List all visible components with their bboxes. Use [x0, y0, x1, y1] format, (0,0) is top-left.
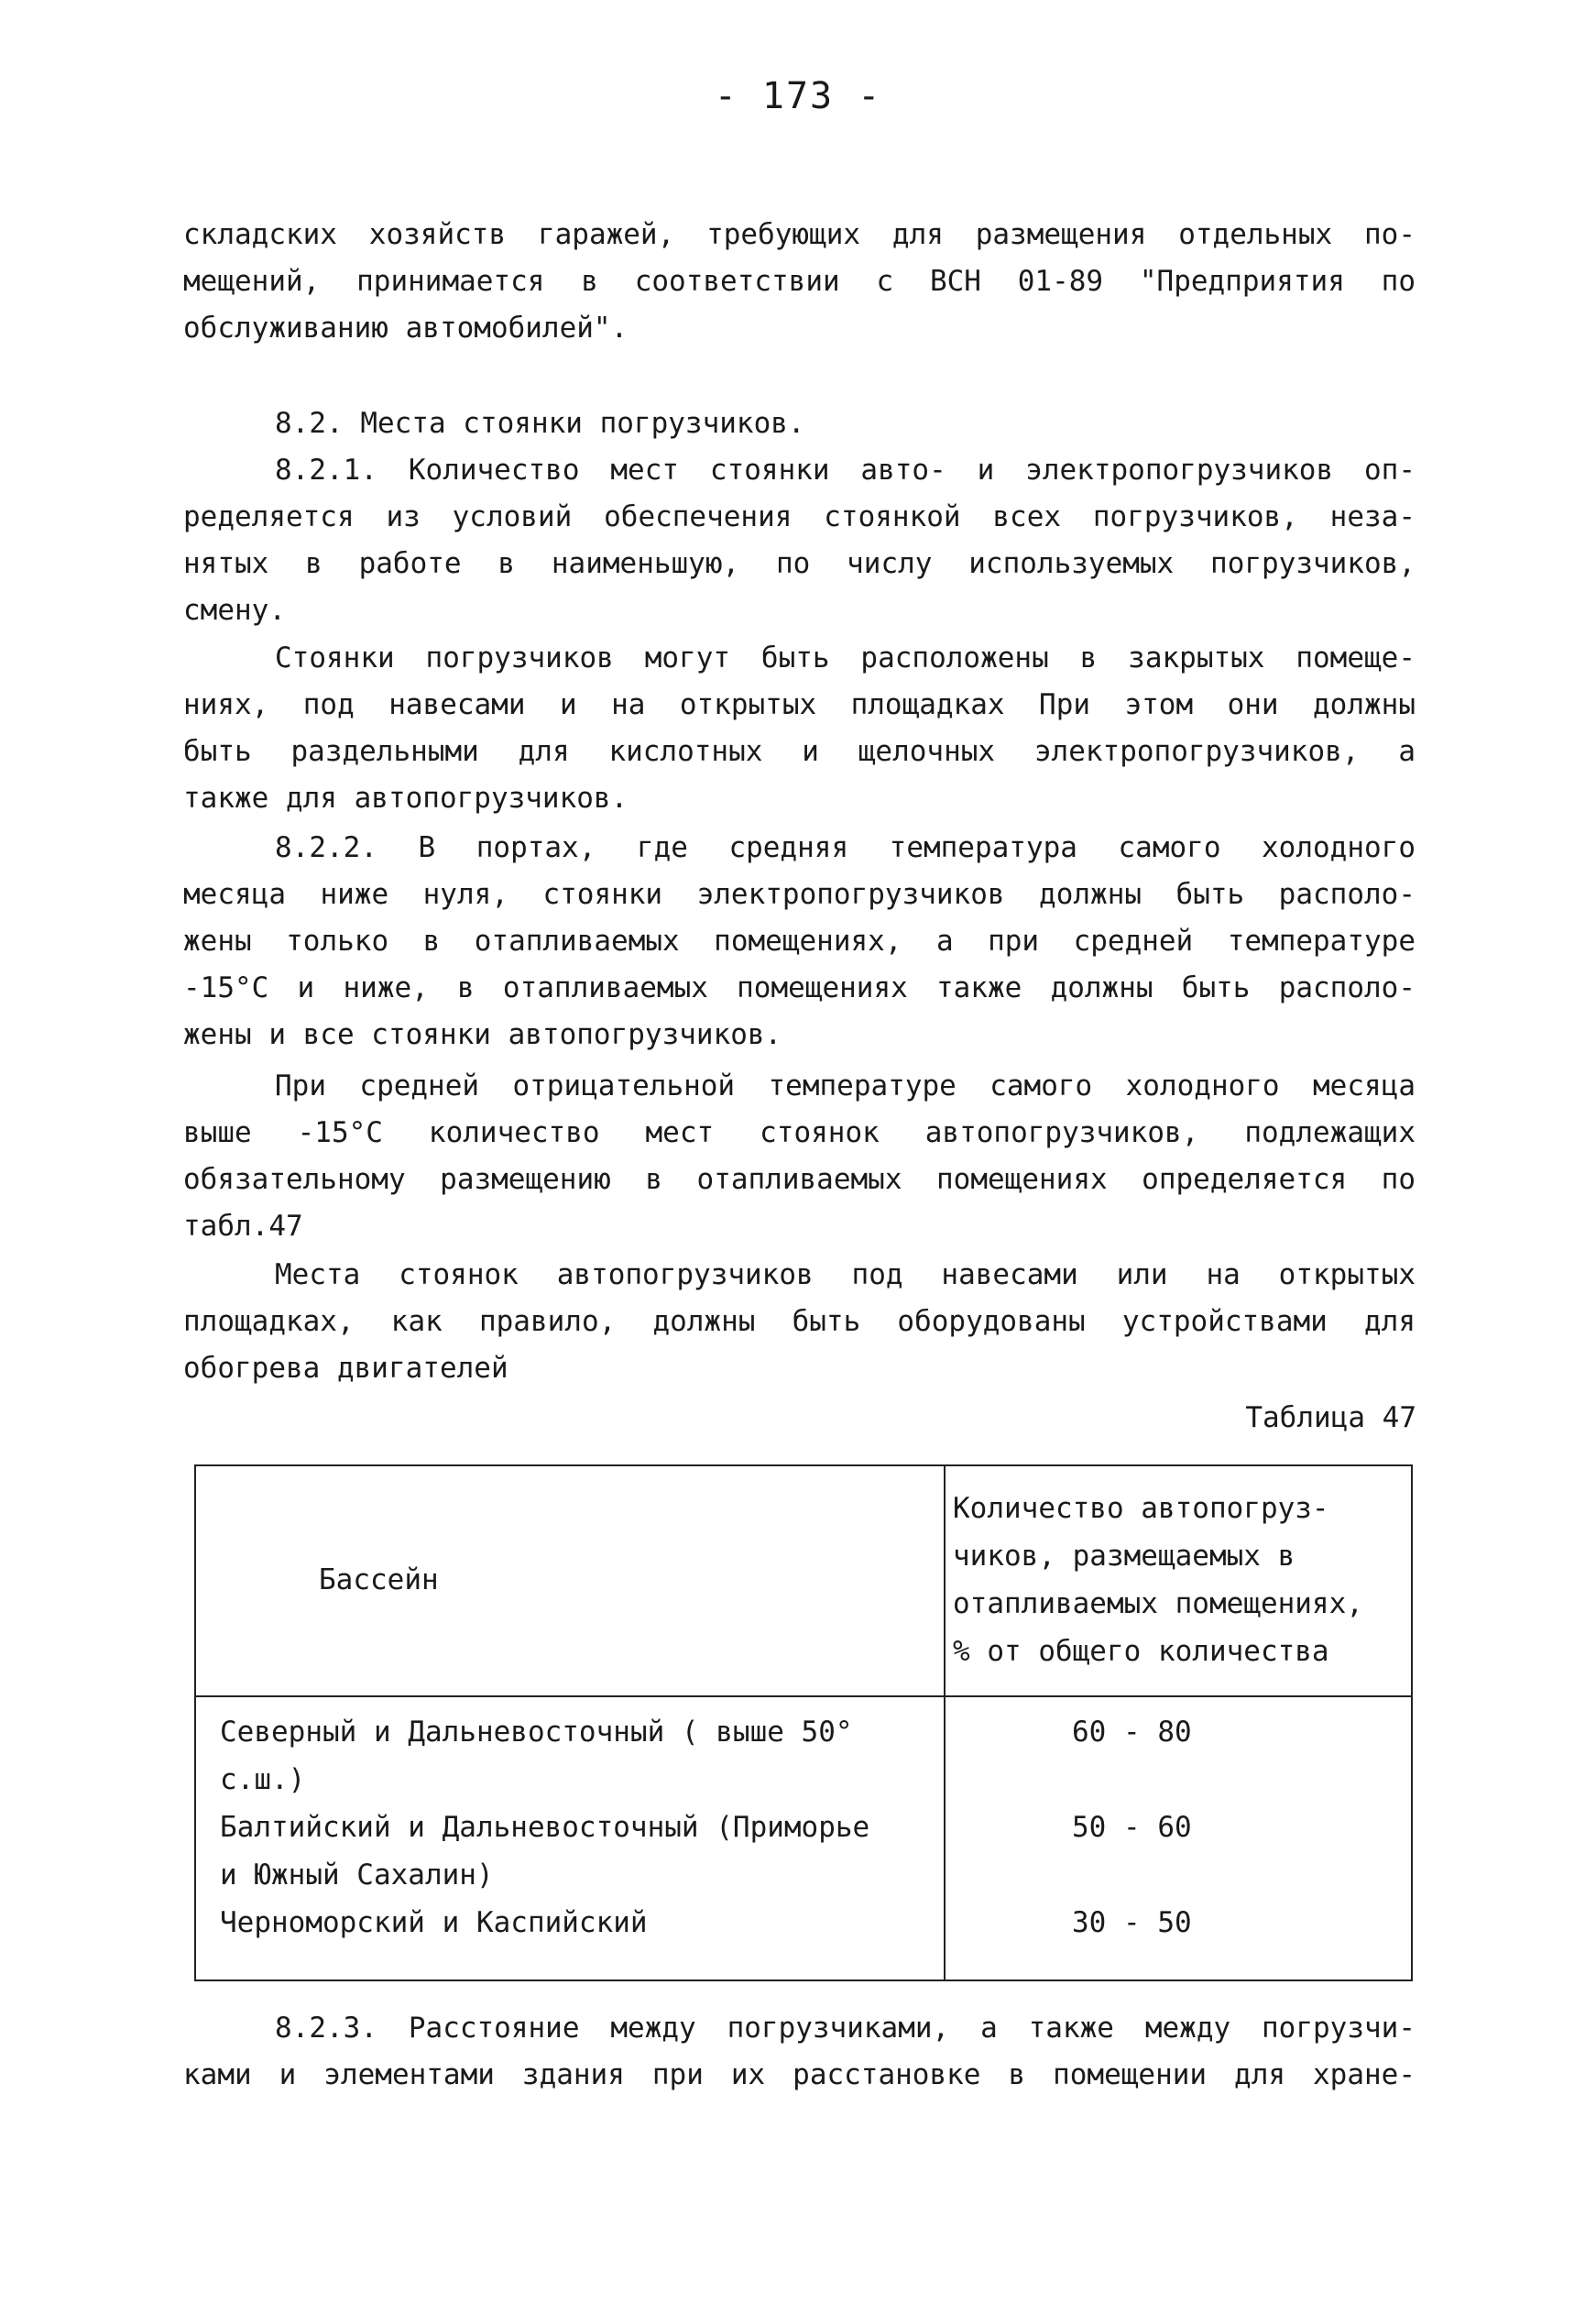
text-line: ниях, под навесами и на открытых площадках При этом они должны — [183, 688, 1416, 721]
text-line: месяца ниже нуля, стоянки электропогрузчиков должны быть располо- — [183, 878, 1416, 911]
table-cell-basin: Северный и Дальневосточный ( выше 50° — [220, 1716, 853, 1749]
text-line: -15°С и ниже, в отапливаемых помещениях также должны быть располо- — [183, 971, 1416, 1004]
paragraph-8-2-1 — [183, 447, 1416, 634]
paragraph-negative-temperature — [183, 1063, 1416, 1250]
table-cell-value: 50 - 60 — [1072, 1811, 1192, 1844]
text-line: Места стоянок автопогрузчиков под навесами или на открытых — [275, 1258, 1416, 1291]
text-line: обогрева двигателей — [183, 1352, 508, 1385]
table-left-border — [194, 1464, 196, 1981]
table-right-border — [1411, 1464, 1413, 1981]
header-quantity-line: отапливаемых помещениях, — [953, 1587, 1363, 1620]
table-caption: Таблица 47 — [1245, 1401, 1416, 1434]
text-line: ками и элементами здания при их расстановке в помещении для хране- — [183, 2058, 1416, 2091]
text-line: обязательному размещению в отапливаемых помещениях определяется по — [183, 1163, 1416, 1196]
header-quantity-line: % от общего количества — [953, 1635, 1329, 1668]
text-line: быть раздельными для кислотных и щелочных электропогрузчиков, а — [183, 735, 1416, 768]
header-quantity-line: Количество автопогруз- — [953, 1492, 1329, 1525]
text-line: выше -15°С количество мест стоянок автопогрузчиков, подлежащих — [183, 1116, 1416, 1149]
table-cell-value: 60 - 80 — [1072, 1716, 1192, 1749]
paragraph-engine-heating — [183, 1252, 1416, 1392]
text-line: табл.47 — [183, 1210, 303, 1243]
text-line: также для автопогрузчиков. — [183, 782, 629, 815]
paragraph-parking-types — [183, 635, 1416, 822]
table-column-divider — [944, 1464, 946, 1981]
page-number: - 173 - — [714, 75, 882, 117]
text-line: жены только в отапливаемых помещениях, а при средней температуре — [183, 925, 1416, 958]
table-bottom-border — [194, 1980, 1413, 1981]
table-cell-value: 30 - 50 — [1072, 1906, 1192, 1939]
header-quantity-line: чиков, размещаемых в — [953, 1540, 1295, 1573]
text-line: 8.2.3. Расстояние между погрузчиками, а также между погрузчи- — [275, 2012, 1416, 2045]
table-cell-basin: с.ш.) — [220, 1763, 306, 1796]
section-heading-text: 8.2. Места стоянки погрузчиков. — [275, 407, 805, 440]
text-line: площадках, как правило, должны быть оборудованы устройствами для — [183, 1305, 1416, 1338]
table-cell-basin: Балтийский и Дальневосточный (Приморье — [220, 1811, 870, 1844]
header-basin: Бассейн — [319, 1563, 439, 1596]
paragraph-8-2-2 — [183, 825, 1416, 1058]
table-47 — [194, 1464, 1413, 1983]
paragraph-8-2-3 — [183, 2005, 1416, 2099]
text-line: жены и все стоянки автопогрузчиков. — [183, 1018, 782, 1051]
table-cell-basin: Черноморский и Каспийский — [220, 1906, 648, 1939]
text-line: При средней отрицательной температуре самого холодного месяца — [275, 1069, 1416, 1102]
text-line: нятых в работе в наименьшую, по числу используемых погрузчиков, — [183, 547, 1416, 580]
text-line: Стоянки погрузчиков могут быть расположены в закрытых помеще- — [275, 642, 1416, 674]
text-line: складских хозяйств гаражей, требующих для размещения отдельных по- — [183, 218, 1416, 251]
table-top-border — [194, 1464, 1413, 1466]
table-cell-basin: и Южный Сахалин) — [220, 1859, 494, 1892]
section-heading — [183, 400, 1416, 447]
table-header-divider — [194, 1695, 1413, 1697]
text-line: смену. — [183, 594, 286, 627]
text-line: обслуживанию автомобилей". — [183, 312, 629, 345]
intro-paragraph — [183, 212, 1416, 352]
text-line: 8.2.2. В портах, где средняя температура самого холодного — [275, 831, 1416, 864]
text-line: 8.2.1. Количество мест стоянки авто- и электропогрузчиков оп- — [275, 454, 1416, 487]
text-line: ределяется из условий обеспечения стоянкой всех погрузчиков, неза- — [183, 500, 1416, 533]
text-line: мещений, принимается в соответствии с ВСН 01-89 "Предприятия по — [183, 265, 1416, 298]
